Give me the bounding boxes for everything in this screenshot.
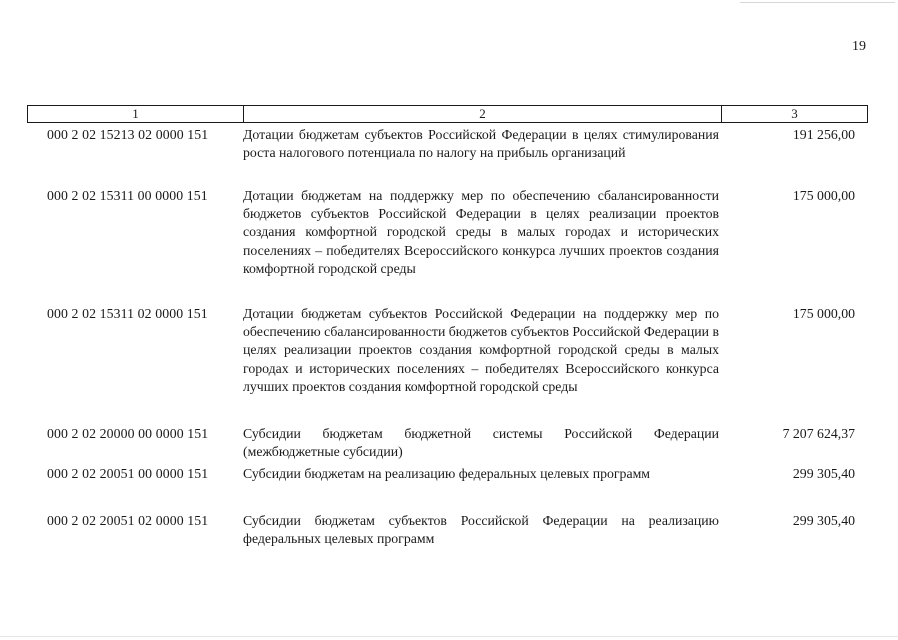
budget-code: 000 2 02 15213 02 0000 151 [47, 127, 209, 142]
budget-code: 000 2 02 15311 02 0000 151 [47, 306, 208, 321]
row-amount: 299 305,40 [792, 466, 855, 481]
row-amount: 175 000,00 [792, 306, 855, 321]
header-col-2: 2 [244, 106, 722, 122]
row-amount: 299 305,40 [792, 513, 855, 528]
page-number: 19 [852, 39, 866, 54]
row-amount: 7 207 624,37 [782, 426, 855, 441]
row-description: Субсидии бюджетам бюджетной системы Российской Федерации (межбюджетные субсидии) [243, 426, 719, 460]
header-col-1: 1 [28, 106, 244, 122]
scan-artifact-line [740, 2, 895, 3]
row-description: Дотации бюджетам субъектов Российской Федерации на поддержку мер по обеспечению сбалансированности бюджетов субъектов Российской Федерации в целях реализации проектов создания комфортной городской среды в малых городах и исторических поселениях – победителях Всероссийского конкурса лучших проектов создания комфортной городской среды [243, 306, 719, 394]
row-description: Субсидии бюджетам на реализацию федеральных целевых программ [243, 466, 651, 481]
budget-code: 000 2 02 20000 00 0000 151 [47, 426, 209, 441]
budget-code: 000 2 02 20051 02 0000 151 [47, 513, 209, 528]
budget-code: 000 2 02 20051 00 0000 151 [47, 466, 209, 481]
row-description: Дотации бюджетам субъектов Российской Федерации в целях стимулирования роста налогового потенциала по налогу на прибыль организаций [243, 127, 719, 161]
table-header-row [27, 105, 868, 123]
scan-artifact-line [0, 636, 898, 637]
row-amount: 175 000,00 [792, 188, 855, 203]
row-amount: 191 256,00 [792, 127, 855, 142]
row-description: Субсидии бюджетам субъектов Российской Федерации на реализацию федеральных целевых программ [243, 513, 719, 547]
budget-code: 000 2 02 15311 00 0000 151 [47, 188, 208, 203]
row-description: Дотации бюджетам на поддержку мер по обеспечению сбалансированности бюджетов субъектов Российской Федерации в целях реализации проектов создания комфортной городской среды в малых городах и исторических поселениях – победителях Всероссийского конкурса лучших проектов создания комфортной городской среды [243, 188, 719, 276]
header-col-3: 3 [791, 106, 798, 121]
